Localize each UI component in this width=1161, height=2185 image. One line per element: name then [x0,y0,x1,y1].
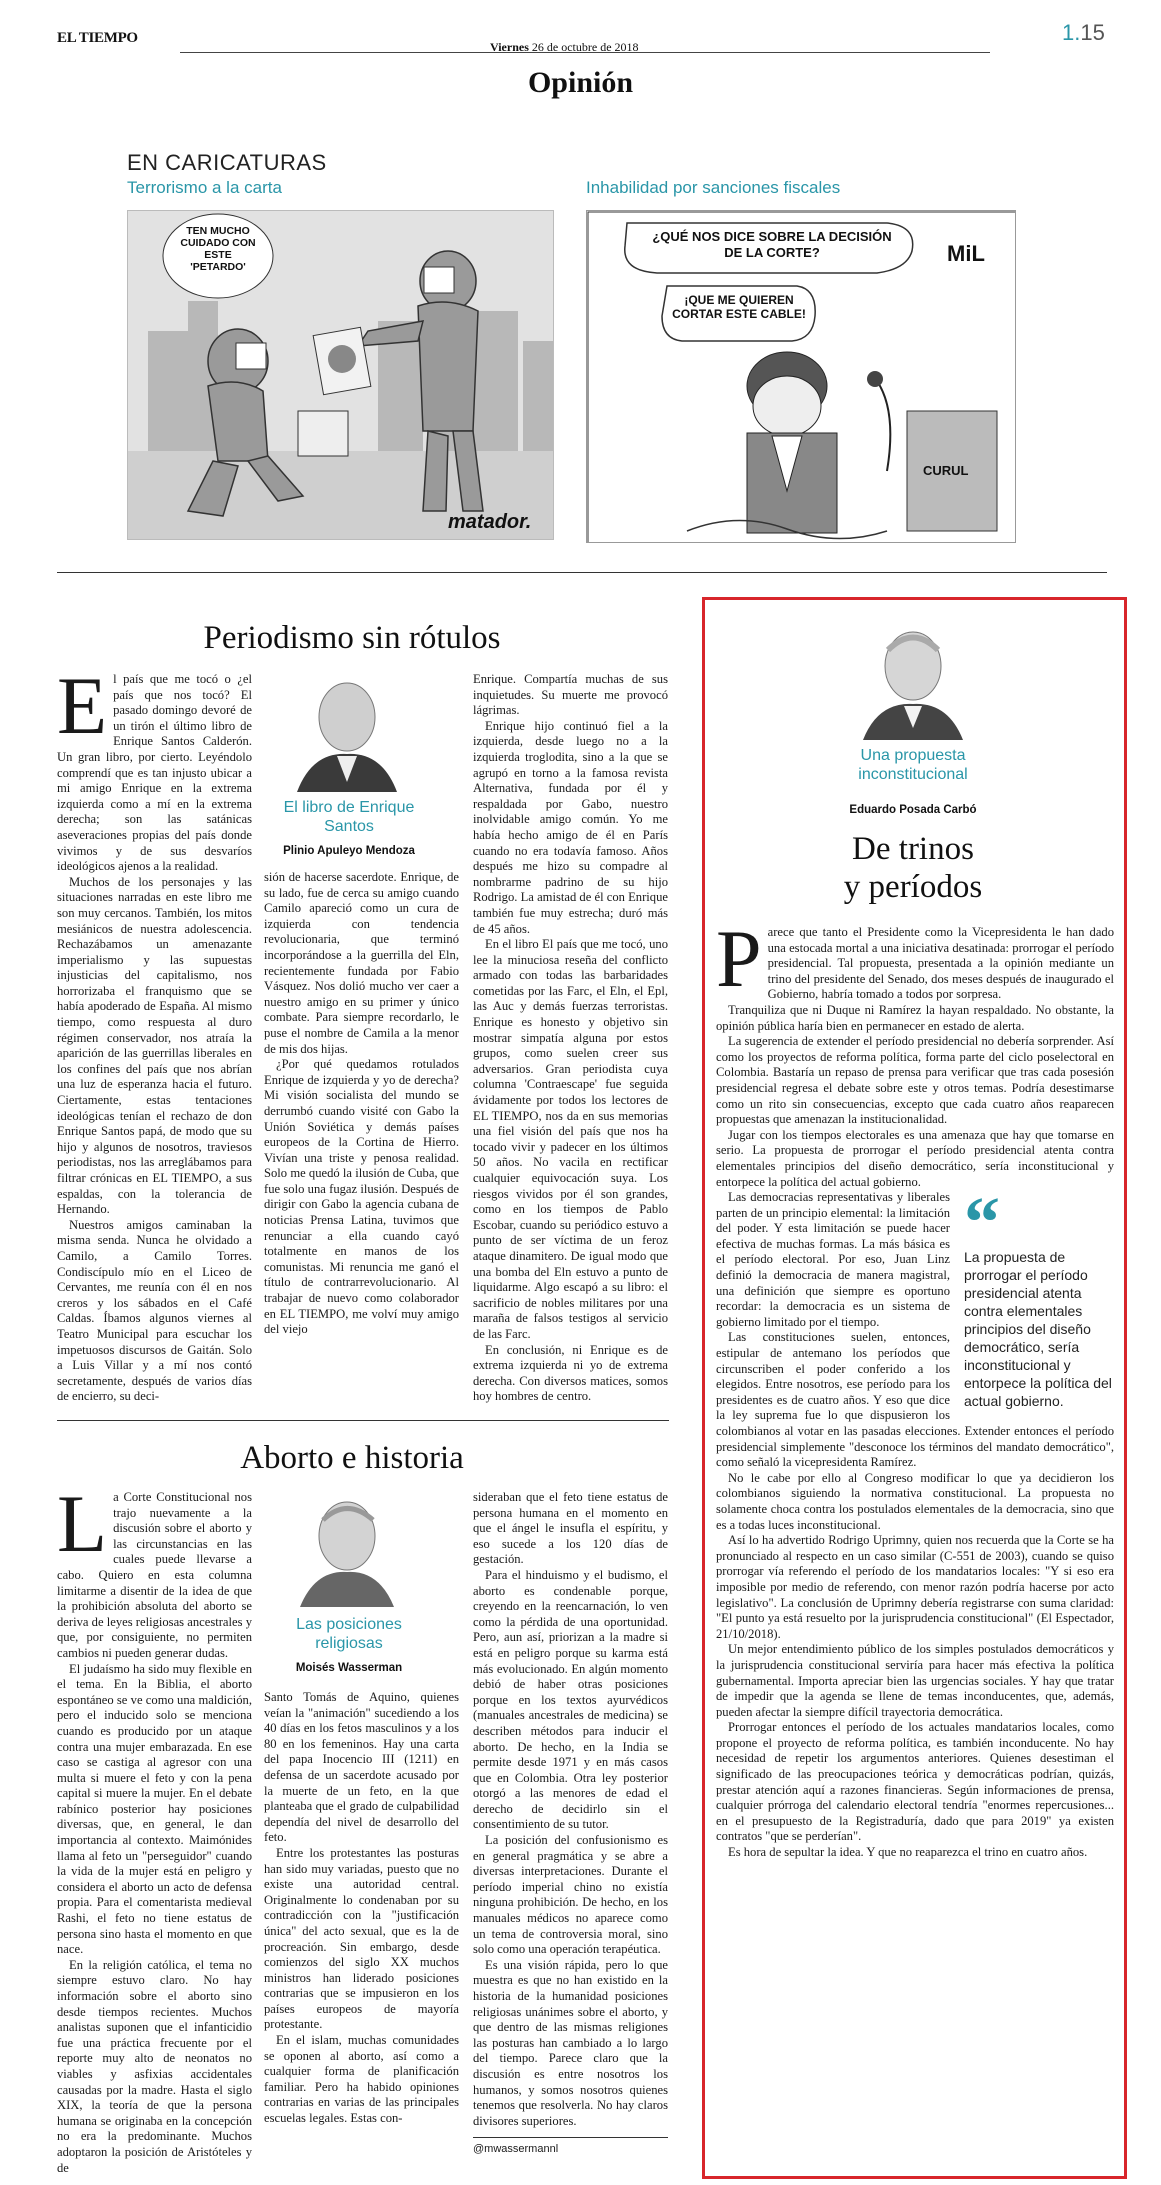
article1-col2 [264,870,459,1338]
article3-paragraph: Un mejor entendimiento público de los simples postulados democráticos y la jurisprudencia constitucional serviría para hacer más efectiva la política gubernamental. Importa apreciar bien las urgencias sociales. Y hay que tratar de impedir que la agenda se llene de temas inconducentes, que, además, pueden afectar la siempre difícil trayectoria democrática. [716,1642,1114,1719]
article-separator-rule [57,1420,669,1421]
article3-paragraph: Tranquiliza que ni Duque ni Ramírez la hayan respaldado. No obstante, la opinión pública haría bien en permanecer en estado de alerta. [716,1002,1114,1033]
cartoon-right-podium-label: CURUL [923,463,969,478]
article2-col1 [57,1478,252,2176]
article3-paragraph: No le cabe por ello al Congreso modificar lo que ya decidieron los colombianos siguiendo la normativa constitucional. La propuesta no solamente choca contra los postulados elementales de la democracia, sino que es a todas luces inconstitucional. [716,1470,1114,1532]
article1-paragraph: En conclusión, ni Enrique es de extrema izquierda ni yo de extrema derecha. Con diversos matices, somos hoy hombres de centro. [473,1342,668,1404]
article2-paragraph: Es una visión rápida, pero lo que muestra es que no han existido en la historia de la humanidad posiciones religiosas unánimes sobre el aborto, y que dentro de las mismas religiones las posturas han cambiado a lo largo del tiempo. Parece claro que la discusión es entre nosotros los humanos, y somos nosotros quienes tenemos que resolverla. No hay claros divisores superiores. [473,1957,668,2128]
author-photo-icon [292,672,402,792]
article1-paragraph: sión de hacerse sacerdote. Enrique, de su lado, fue de cerca su amigo cuando Camilo apareció como un cura de izquierda con tendencia revolucionaria, que terminó incorporándose a la guerrilla del Eln, recientemente fundada por Fabio Vásquez. Nos dolió mucho ver caer a nuestro amigo en su primer y único combate. Para siempre recordarlo, le puse el nombre de Camila a la menor de mis dos hijas. [264,870,459,1056]
article3-paragraph: Las democracias representativas y liberales parten de un principio elemental: la limitación del poder. Y esta limitación se puede hacer efectiva de muchas formas. La más básica es el período electoral. Por eso, Juan Linz definió la democracia de manera magistral, una definición que siempre es oportuno recordar: la democracia es un sistema de gobierno limitado por el tiempo. [716,1190,950,1329]
article2-author: Moisés Wasserman [295,1662,403,1674]
article3-dropcap: P [716,913,762,1004]
article3-body [716,913,1114,1861]
cartoon-right-title: Inhabilidad por sanciones fiscales [586,178,841,197]
article1-paragraph: Muchos de los personajes y las situaciones narradas en este libro me son muy cercanos. También, los mitos mesiánicos de nuestra adolescencia. Rechazábamos un amenazante imperialismo y las supuestas injusticias del capitalismo, nos horrorizaba el franquismo que se había apoderado de España. Al mismo tiempo, como respuesta al duro régimen conservador, nos atraía la aparición de las guerrillas liberales en los confines del país que nos abrían una luz de esperanza hacia el futuro. Ciertamente, estas tentaciones ideológicas tenían el rechazo de don Enrique Santos papá, de modo que su hijo y algunos de nosotros, traviesos periodistas, nos las arreglábamos para filtrar crónicas en EL TIEMPO, a sus espaldas, con la tolerancia de Hernando. [57,874,252,1217]
article3-author: Eduardo Posada Carbó [849,804,977,816]
masthead-date-text: 26 de octubre de 2018 [531,40,639,54]
article3-headline [713,830,1113,906]
article2-paragraph: Santo Tomás de Aquino, quienes veían la "animación" sucediendo a los 40 días en los fetos masculinos y a los 80 en los femeninos. Hay una carta del papa Inocencio III (1211) en defensa de un sacerdote acusado por la muerte de un feto, en la que planteaba que el grado de culpabilidad dependía del nivel de desarrollo del feto. [264,1690,459,1845]
cartoon-right-signature: MiL [947,241,985,266]
handle-rule [473,2137,668,2138]
cartoon-left-title: Terrorismo a la carta [127,178,282,197]
article3-paragraph: arece que tanto el Presidente como la Vicepresidenta le han dado una estocada mortal a una iniciativa desatinada: prorrogar el período presidencial. Tal propuesta, presentada a la opinión mediante un trino del presidente del Senado, dos meses después de inaugurado el Gobierno, habría tomado a todos por sorpresa. [767,925,1114,1002]
article2-paragraph: El judaísmo ha sido muy flexible en el tema. En la Biblia, el aborto espontáneo se ve como una maldición, pero el inducido solo se menciona cuando es producido por un ataque contra una mujer embarazada. En ese caso se castiga al agresor con una multa si muere el feto y con la pena capital si muere la mujer. En el debate rabínico posterior hay posiciones diversas, que, en general, le dan importancia al contexto. Maimónides llama al feto un "perseguidor" cuando la vida de la mujer está en peligro y considera el aborto un acto de defensa propia. Para el comentarista medieval Rashi, el feto no tiene estatus de persona sino hasta el momento en que nace. [57,1661,252,1957]
article2-headline: Aborto e historia [240,1440,464,1476]
author-photo-icon [295,1492,399,1607]
author-photo-icon [858,620,968,740]
article2-paragraph: En el islam, muchas comunidades se oponen al aborto, así como a cualquier forma de planificación familiar. Pero ha habido opiniones contrarias en varias de las principales escuelas legales. Estas con- [264,2033,459,2126]
article1-paragraph: Enrique. Compartía muchas de sus inquietudes. Su muerte me provocó lágrimas. [473,672,668,718]
article2-col2 [264,1690,459,2127]
article1-paragraph: ¿Por qué quedamos rotulados Enrique de izquierda y yo de derecha? Mi visión socialista del mundo se derrumbó cuando visité con Gabo la Unión Soviética y demás países europeos de la Cortina de Hierro. Vivían una triste y penosa realidad. Solo me quedó la ilusión de Cuba, que fue solo una fugaz ilusión. Después de dirigir con Gabo la agencia cubana de noticias Prensa Latina, tuvimos que renunciar a ella cuando cayó totalmente en manos de los comunistas. Mi renuncia me ganó el título de contrarrevolucionario. Al trabajar de nuevo como colaborador en EL TIEMPO, me volví muy amigo del viejo [264,1057,459,1337]
page-number-value: 15 [1080,20,1105,45]
article2-paragraph: a Corte Constitucional nos trajo nuevamente a la discusión sobre el aborto y las circunstancias en las cuales puede llevarse a cabo. Quiero en esta columna limitarme a disentir de la idea de que la prohibición absoluta del aborto se deriva de leyes religiosas ancestrales y que, por consiguiente, no permiten cambios ni pueden generar dudas. [57,1490,252,1660]
cartoons-bottom-rule [57,572,1107,573]
quote-mark-icon: “ [964,1182,1000,1263]
article3-paragraph: La sugerencia de extender el período presidencial no debería sorprender. Así como los proyectos de reforma política, forma parte del ciclo poselectoral en Colombia. Bastaría un repaso de prensa para verificar que tras cada posesión presidencial regresa el debate sobre este y otros temas. Podría desestimarse como un rito sin consecuencias, excepto que cada cuatro años reaparecen propuestas que amenazan la institucionalidad. [716,1034,1114,1127]
masthead-day: Viernes [490,40,529,54]
article3-paragraph: Jugar con los tiempos electorales es una amenaza que hay que tomarse en serio. La propuesta de prorrogar el período presidencial atenta contra elementales principios del diseño democrático, sería inconstitucional y entorpece la política del actual gobierno. [716,1127,1114,1189]
article1-paragraph: l país que me tocó o ¿el país que nos tocó? El pasado domingo devoré de un tirón el último libro de Enrique Santos Calderón. Un gran libro, por cierto. Leyéndolo comprendí que es tan injusto ubicar a mi amigo Enrique en la extrema izquierda como a mí en la extrema derecha; son las satánicas aseveraciones propias del país donde vivimos y de sus desvaríos ideológicos ajenos a la realidad. [57,672,252,874]
article3-paragraph: Prorrogar entonces el período de los actuales mandatarios locales, como propone el proyecto de reforma política, es también inconducente. No hay necesidad de repetir los argumentos anteriores. Quienes desestiman el significado de las preocupaciones teórica y democráticas podrían, quizás, prestar atención aquí a razones financieras. Según informaciones de prensa, cualquier prórroga del calendario electoral tendría "enormes repercusiones... en el presupuesto de la Registraduría, dado que para 2019" ya existen contratos "que se perderían". [716,1720,1114,1844]
article1-dropcap: E [57,660,108,751]
article1-paragraph: Enrique hijo continuó fiel a la izquierda, desde luego no a la izquierda troglodita, sino a la que se agrupó en torno a la famosa revista Alternativa, fundada por él y respaldada por Gabo, nuestro inolvidable amigo común. Yo me había hecho amigo de él en París cuando no era todavía famoso. Años después me hizo su compadre al nombrarme padrino de su hijo Rodrigo. La amistad de él con Enrique también fue muy estrecha; duró más de 45 años. [473,718,668,936]
article3-kicker: Una propuesta inconstitucional [858,747,968,783]
article3-author-photo [858,620,968,740]
article1-author-photo [292,672,402,792]
masthead-logo: EL TIEMPO [57,30,138,46]
article1-col1 [57,660,252,1405]
article2-paragraph: La posición del confusionismo es en general pragmática y se abre a diversas interpretaciones. Durante el período imperial chino no existía ninguna prohibición. De hecho, en los manuales médicos no aparece como un tema de controversia moral, sino solo como una operación terapéutica. [473,1833,668,1957]
cartoon-right [586,210,1016,543]
masthead-date [490,40,639,55]
section-title: Opinión [527,66,634,99]
article3-paragraph: Es hora de sepultar la idea. Y que no reaparezca el trino en cuatro años. [728,1845,1088,1860]
article2-paragraph: sideraban que el feto tiene estatus de persona humana en el momento en que el ángel le insufla el espíritu, y eso sucede a los 120 días de gestación. [473,1490,668,1567]
article1-col3 [473,672,668,1405]
article1-headline: Periodismo sin rótulos [203,620,501,656]
article2-paragraph: En la religión católica, el tema no siempre estuvo claro. No hay información sobre el aborto sino desde tiempos recientes. Muchos analistas suponen que el infanticidio fue una práctica frecuente por el reporte muy alto de neonatos no viables y asfixias accidentales causadas por la madre. Hasta el siglo XIX, la teoría de que la persona humana se originaba en la concepción no era la predominante. Muchos adoptaron la posición de Aristóteles y de [57,1957,252,2175]
article2-author-photo [295,1492,399,1607]
cartoon-right-bubble-top: ¿QUÉ NOS DICE SOBRE LA DECISIÓN DE LA CORTE? [652,229,892,260]
article2-handle[interactable]: @mwassermannl [473,2143,559,2156]
article1-paragraph: Nuestros amigos caminaban la misma senda. Nunca he olvidado a Camilo, a Camilo Torres. Condiscípulo mío en el Liceo de Cervantes, me reunía con él en nos creros y los sábados en el Café Caldas. Íbamos algunos viernes al Teatro Municipal para escuchar los impetuosos discursos de Gaitán. Solo a Luis Villar y a mí nos contó secretamente, después de varios días de encierro, su deci- [57,1217,252,1404]
article1-author: Plinio Apuleyo Mendoza [283,845,415,857]
article3-paragraph: Las constituciones suelen, entonces, estipular de antemano los períodos que circunscriben el poder conferido a los elegidos. Entre nosotros, ese período para los presidentes es de cuatro años. Y eso que dice la ley suprema fue lo que dispusieron los colombianos al votar en las pasadas elecciones. Extender entonces el período presidencial simplemente "desconoce los términos del mandato democrático", como señaló la vicepresidenta Ramírez. [716,1330,1114,1470]
politician-figure-icon [747,352,837,533]
page-number [1062,20,1105,46]
article3-paragraph: Así lo ha advertido Rodrigo Uprimny, quien nos recuerda que la Corte se ha pronunciado al respecto en un caso similar (C-551 de 2003), cuando se quiso prorrogar vía referendo el período de los mandatarios locales: "Y si eso era imposible por medio de referendo, con menor razón podría hacerse por acto legislativo". La conclusión de Uprimny debería registrarse con suma claridad: "El punto ya está resuelto por la jurisprudencia constitucional" (El Espectador, 21/10/2018). [716,1533,1114,1641]
article2-dropcap: L [57,1478,108,1569]
article1-paragraph: En el libro El país que me tocó, uno lee la minuciosa reseña del conflicto armado con todas las barbaridades cometidas por las Farc, el Eln, el Epl, las Auc y demás fuerzas terroristas. Enrique es honesto y objetivo sin mostrar simpatía alguna por estos grupos, como suelen creer sus adversarios. Gran periodista cuya columna 'Contraescape' fue seguida ávidamente por todos los lectores de EL TIEMPO, nos da en sus memorias una fiel visión del país que nos ha tocado vivir y padecer en los últimos 50 años. No vacila en rectificar cualquier equivocación suya. Los riesgos vividos por él son grandes, como en los tiempos de Pablo Escobar, cuando su periódico estuvo a punto de ser víctima de un feroz ataque dinamitero. De igual modo que una bomba del Eln estuvo a punto de liquidarme. Algo escapó a su libro: el sacrificio de nobles militares por una maraña de falsos testigos al servicio de las Farc. [473,937,668,1341]
article3-headline-line1: De trinos [852,831,974,867]
cartoon-left-signature: matador. [448,511,532,533]
article3-pullquote [964,1182,1114,1410]
article2-paragraph: Entre los protestantes las posturas han sido muy variadas, puesto que no existe una autoridad central. Originalmente lo condenaban por su contradicción con la "justificación única" del acto sexual, que es la de procreación. Sin embargo, desde comienzos del siglo XX muchos ministros han liderado posiciones contrarias que se impusieron en los países europeos de mayoría protestante. [264,1845,459,2032]
cartoon-right-bubble-bottom: ¡QUE ME QUIEREN CORTAR ESTE CABLE! [672,293,806,321]
cartoon-left [127,210,554,540]
article2-kicker: Las posiciones religiosas [296,1616,402,1652]
cartoons-heading: EN CARICATURAS [127,150,327,175]
article2-paragraph: Para el hinduismo y el budismo, el aborto es condenable porque, creyendo en la reencarnación, lo ven como la pérdida de una oportunidad. Pero, aun así, priorizan a la madre si está en peligro porque su karma está más evolucionado. En algún momento debió de haber otras posiciones porque en los textos ayurvédicos (manuales ancestrales de medicina) se describen métodos para inducir el aborto. De hecho, en la India se permite desde 1971 y en más casos que en Colombia. Otra ley posterior otorgó a las menores de edad el derecho de decidirlo sin el consentimiento de su tutor. [473,1567,668,1832]
article3-headline-line2: y períodos [843,869,983,905]
page-number-prefix: 1. [1062,20,1081,45]
article3-pullquote-text: La propuesta de prorrogar el período presidencial atenta contra elementales principios del diseño democrático, sería inconstitucional y entorpece la política del actual gobierno. [964,1249,1112,1410]
article2-col3 [473,1490,668,2158]
article1-kicker: El libro de Enrique Santos [283,799,415,835]
cartoon-left-bubble: TEN MUCHO CUIDADO CON ESTE 'PETARDO' [180,225,256,273]
